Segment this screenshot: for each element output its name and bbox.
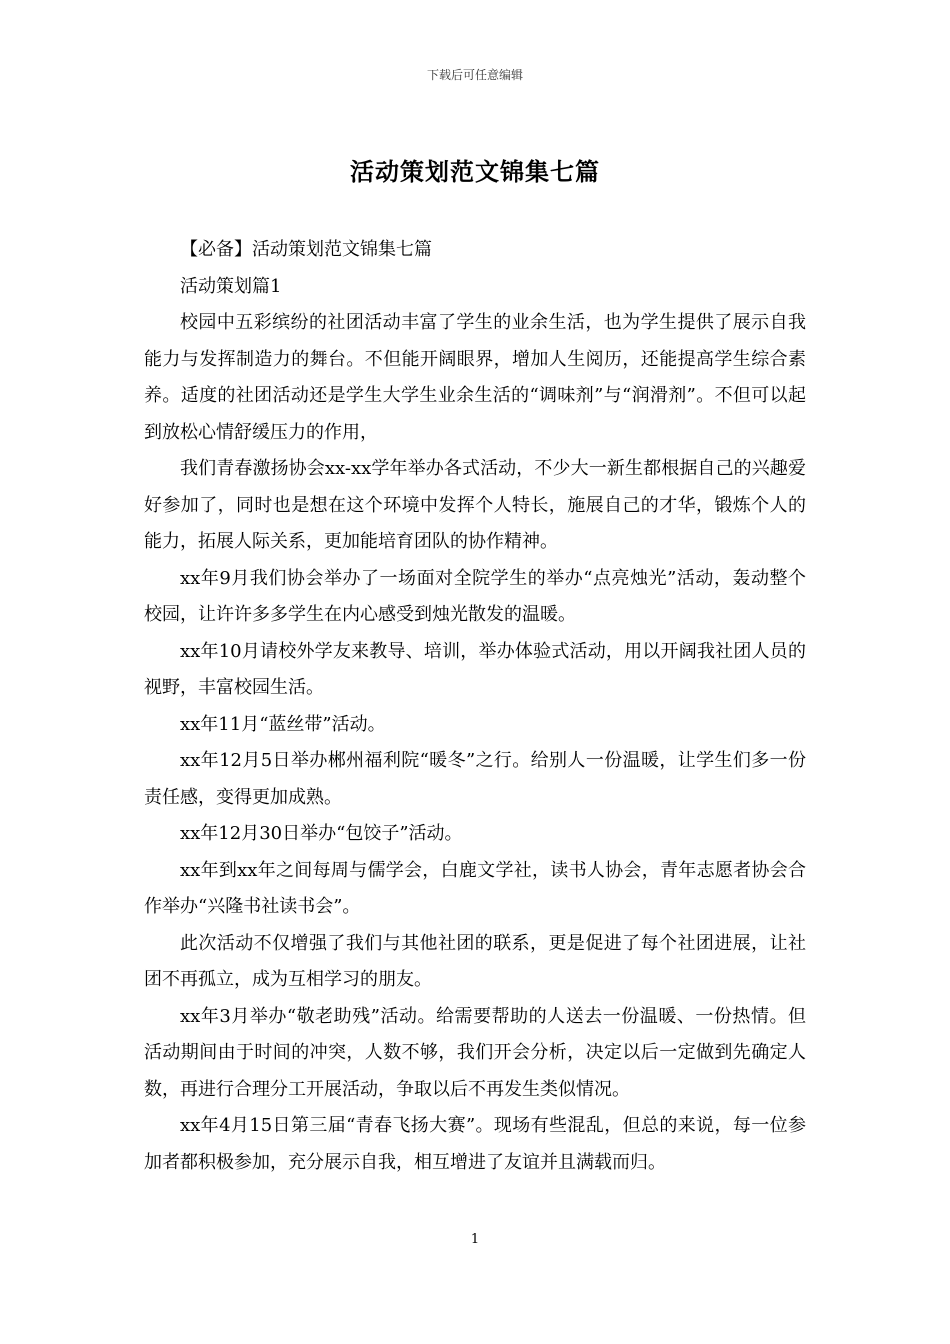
paragraph: xx年11月“蓝丝带”活动。 — [180, 713, 386, 735]
paragraph: xx年12月5日举办郴州福利院“暖冬”之行。给别人一份温暖，让学生们多一份责任感，变得更加成熟。 — [144, 750, 806, 808]
paragraph: xx年10月请校外学友来教导、培训，举办体验式活动，用以开阔我社团人员的视野，丰富校园生活。 — [144, 640, 806, 698]
paragraph: xx年4月15日第三届“青春飞扬大赛”。现场有些混乱，但总的来说，每一位参加者都积极参加，充分展示自我，相互增进了友谊并且满载而归。 — [144, 1115, 806, 1173]
paragraph: xx年3月举办“敬老助残”活动。给需要帮助的人送去一份温暖、一份热情。但活动期间由于时间的冲突，人数不够，我们开会分析，决定以后一定做到先确定人数，再进行合理分工开展活动，争取以后不再发生类似情况。 — [144, 1005, 806, 1100]
document-title: 活动策划范文锦集七篇 — [350, 157, 600, 186]
page-number: 1 — [470, 1232, 480, 1247]
paragraph: xx年12月30日举办“包饺子”活动。 — [180, 823, 463, 844]
paragraph-section-heading: 活动策划篇1 — [180, 275, 282, 297]
paragraph: 此次活动不仅增强了我们与其他社团的联系，更是促进了每个社团进展，让社团不再孤立，成为互相学习的朋友。 — [144, 932, 806, 990]
paragraph: 校园中五彩缤纷的社团活动丰富了学生的业余生活，也为学生提供了展示自我能力与发挥制造力的舞台。不但能开阔眼界，增加人生阅历，还能提高学生综合素养。适度的社团活动还是学生大学生业余生活的“调味剂”与“润滑剂”。不但可以起到放松心情舒缓压力的作用， — [144, 312, 806, 443]
paragraph: xx年9月我们协会举办了一场面对全院学生的举办“点亮烛光”活动，轰动整个校园，让许许多多学生在内心感受到烛光散发的温暖。 — [144, 567, 806, 625]
paragraph: xx年到xx年之间每周与儒学会，白鹿文学社，读书人协会，青年志愿者协会合作举办“兴隆书社读书会”。 — [144, 859, 806, 917]
paragraph: 我们青春激扬协会xx-xx学年举办各式活动，不少大一新生都根据自己的兴趣爱好参加了，同时也是想在这个环境中发挥个人特长，施展自己的才华，锻炼个人的能力，拓展人际关系，更加能培育团队的协作精神。 — [144, 458, 806, 552]
document-body — [144, 232, 806, 1181]
paragraph-intro: 【必备】活动策划范文锦集七篇 — [180, 239, 432, 260]
header-note: 下载后可任意编辑 — [426, 68, 523, 82]
